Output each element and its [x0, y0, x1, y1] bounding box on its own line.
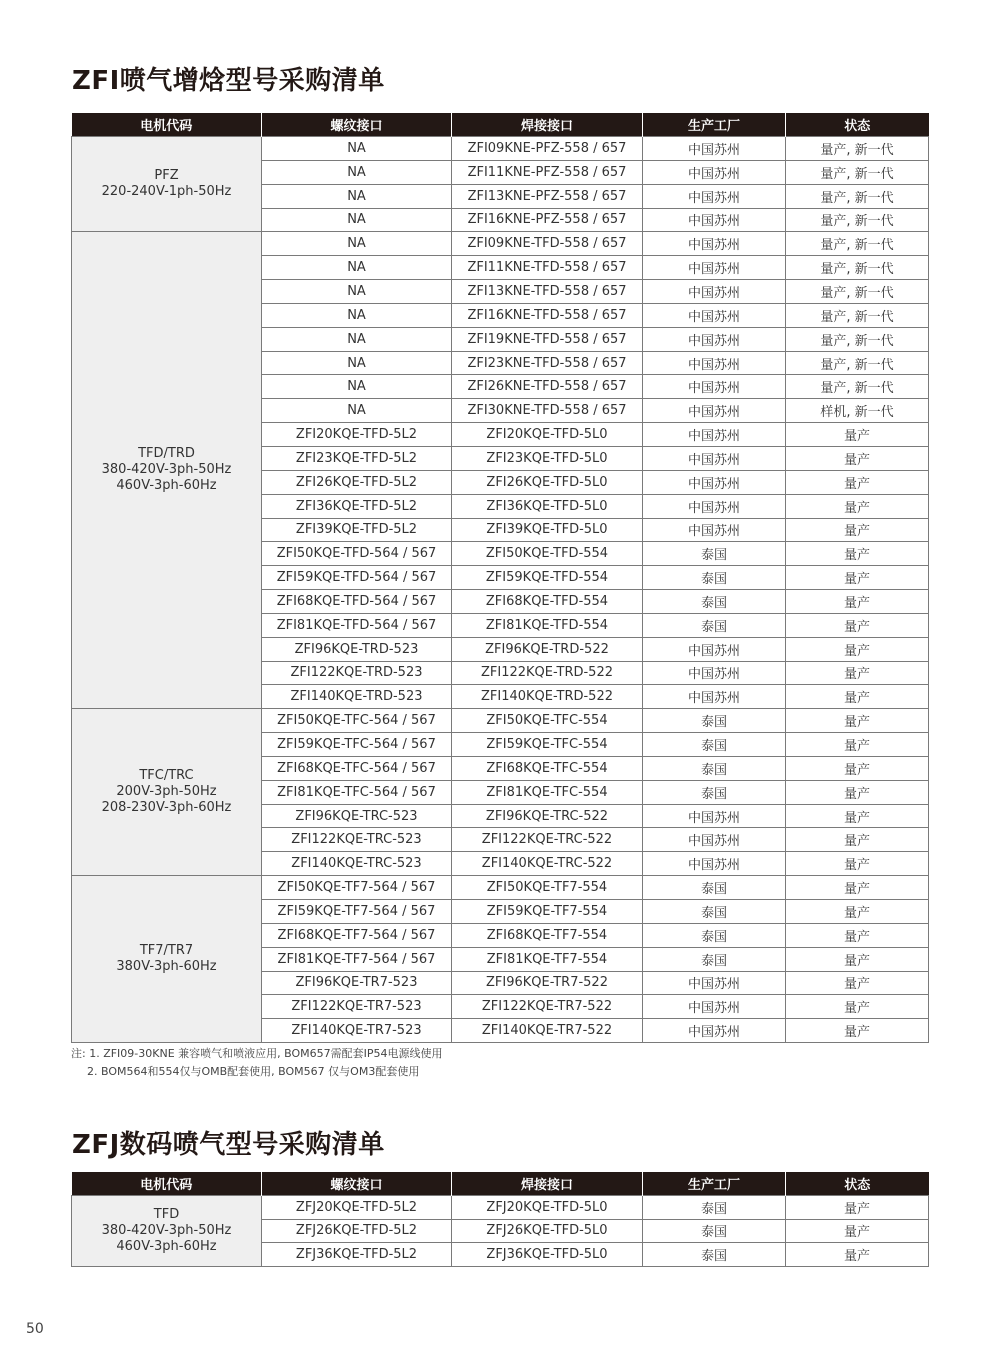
factory-cell: 泰国 — [643, 876, 786, 900]
factory-cell: 中国苏州 — [643, 423, 786, 447]
motor-code-cell — [72, 709, 262, 876]
column-header: 螺纹接口 — [262, 1172, 452, 1196]
factory-cell: 泰国 — [643, 590, 786, 614]
motor-code-line: 200V-3ph-50Hz — [116, 784, 217, 800]
table-row — [72, 709, 929, 733]
weld-connection-cell: ZFJ26KQE-TFD-5L0 — [452, 1219, 643, 1243]
weld-connection-cell: ZFI16KNE-PFZ-558 / 657 — [452, 208, 643, 232]
thread-connection-cell: ZFI26KQE-TFD-5L2 — [262, 470, 452, 494]
motor-code-line: TFD — [153, 1206, 180, 1222]
status-cell: 量产, 新一代 — [786, 208, 929, 232]
zfj-model-table — [71, 1172, 929, 1267]
table-row — [72, 1196, 929, 1220]
status-cell: 量产 — [786, 518, 929, 542]
motor-code-line: 460V-3ph-60Hz — [116, 1238, 217, 1254]
thread-connection-cell: NA — [262, 327, 452, 351]
factory-cell: 泰国 — [643, 900, 786, 924]
note-1: 注: 1. ZFI09-30KNE 兼容喷气和喷液应用, BOM657需配套IP54电源线使用 — [71, 1047, 443, 1060]
factory-cell: 中国苏州 — [643, 256, 786, 280]
factory-cell: 泰国 — [643, 756, 786, 780]
column-header: 生产工厂 — [643, 113, 786, 137]
factory-cell: 中国苏州 — [643, 446, 786, 470]
thread-connection-cell: ZFJ20KQE-TFD-5L2 — [262, 1196, 452, 1220]
column-header: 焊接接口 — [452, 1172, 643, 1196]
motor-code-line: 380-420V-3ph-50Hz — [101, 462, 232, 478]
factory-cell: 中国苏州 — [643, 303, 786, 327]
factory-cell: 中国苏州 — [643, 804, 786, 828]
weld-connection-cell: ZFI140KQE-TRD-522 — [452, 685, 643, 709]
motor-code-line: 220-240V-1ph-50Hz — [101, 184, 232, 200]
factory-cell: 中国苏州 — [643, 399, 786, 423]
factory-cell: 泰国 — [643, 1243, 786, 1267]
status-cell: 量产 — [786, 995, 929, 1019]
status-cell: 量产 — [786, 685, 929, 709]
weld-connection-cell: ZFI96KQE-TRC-522 — [452, 804, 643, 828]
weld-connection-cell: ZFI11KNE-PFZ-558 / 657 — [452, 160, 643, 184]
factory-cell: 泰国 — [643, 923, 786, 947]
thread-connection-cell: ZFI81KQE-TF7-564 / 567 — [262, 947, 452, 971]
thread-connection-cell: ZFI59KQE-TF7-564 / 567 — [262, 900, 452, 924]
status-cell: 量产 — [786, 876, 929, 900]
status-cell: 量产, 新一代 — [786, 184, 929, 208]
factory-cell: 中国苏州 — [643, 160, 786, 184]
thread-connection-cell: ZFI81KQE-TFC-564 / 567 — [262, 780, 452, 804]
status-cell: 量产, 新一代 — [786, 280, 929, 304]
header-row — [72, 113, 929, 137]
status-cell: 量产 — [786, 470, 929, 494]
factory-cell: 泰国 — [643, 1219, 786, 1243]
motor-code-line: 380V-3ph-60Hz — [116, 959, 217, 975]
thread-connection-cell: ZFI20KQE-TFD-5L2 — [262, 423, 452, 447]
table-row — [72, 137, 929, 161]
weld-connection-cell: ZFJ20KQE-TFD-5L0 — [452, 1196, 643, 1220]
column-header: 电机代码 — [72, 113, 262, 137]
thread-connection-cell: ZFI36KQE-TFD-5L2 — [262, 494, 452, 518]
weld-connection-cell: ZFI13KNE-TFD-558 / 657 — [452, 280, 643, 304]
thread-connection-cell: ZFJ36KQE-TFD-5L2 — [262, 1243, 452, 1267]
factory-cell: 泰国 — [643, 1196, 786, 1220]
status-cell: 量产, 新一代 — [786, 232, 929, 256]
status-cell: 量产 — [786, 542, 929, 566]
status-cell: 量产 — [786, 709, 929, 733]
table-row — [72, 232, 929, 256]
thread-connection-cell: NA — [262, 160, 452, 184]
thread-connection-cell: ZFI96KQE-TR7-523 — [262, 971, 452, 995]
motor-code-cell — [72, 232, 262, 709]
factory-cell: 中国苏州 — [643, 280, 786, 304]
thread-connection-cell: NA — [262, 280, 452, 304]
thread-connection-cell: NA — [262, 208, 452, 232]
weld-connection-cell: ZFI81KQE-TFD-554 — [452, 613, 643, 637]
table-notes — [71, 1045, 443, 1081]
factory-cell: 中国苏州 — [643, 351, 786, 375]
weld-connection-cell: ZFI23KNE-TFD-558 / 657 — [452, 351, 643, 375]
thread-connection-cell: ZFI23KQE-TFD-5L2 — [262, 446, 452, 470]
note-2: 2. BOM564和554仅与OMB配套使用, BOM567 仅与OM3配套使用 — [87, 1065, 420, 1078]
thread-connection-cell: NA — [262, 137, 452, 161]
status-cell: 量产 — [786, 733, 929, 757]
table-row — [72, 876, 929, 900]
status-cell: 量产 — [786, 852, 929, 876]
thread-connection-cell: ZFI140KQE-TRD-523 — [262, 685, 452, 709]
factory-cell: 泰国 — [643, 613, 786, 637]
weld-connection-cell: ZFI39KQE-TFD-5L0 — [452, 518, 643, 542]
motor-code-line: TFC/TRC — [139, 768, 194, 784]
status-cell: 量产 — [786, 756, 929, 780]
column-header: 螺纹接口 — [262, 113, 452, 137]
thread-connection-cell: ZFI50KQE-TF7-564 / 567 — [262, 876, 452, 900]
thread-connection-cell: ZFI59KQE-TFC-564 / 567 — [262, 733, 452, 757]
thread-connection-cell: NA — [262, 399, 452, 423]
weld-connection-cell: ZFI09KNE-TFD-558 / 657 — [452, 232, 643, 256]
thread-connection-cell: NA — [262, 184, 452, 208]
weld-connection-cell: ZFI16KNE-TFD-558 / 657 — [452, 303, 643, 327]
status-cell: 量产 — [786, 947, 929, 971]
status-cell: 量产 — [786, 590, 929, 614]
factory-cell: 中国苏州 — [643, 375, 786, 399]
thread-connection-cell: ZFI122KQE-TR7-523 — [262, 995, 452, 1019]
thread-connection-cell: ZFI50KQE-TFC-564 / 567 — [262, 709, 452, 733]
thread-connection-cell: ZFI96KQE-TRD-523 — [262, 637, 452, 661]
weld-connection-cell: ZFI09KNE-PFZ-558 / 657 — [452, 137, 643, 161]
weld-connection-cell: ZFI59KQE-TFD-554 — [452, 566, 643, 590]
weld-connection-cell: ZFI50KQE-TFD-554 — [452, 542, 643, 566]
weld-connection-cell: ZFI68KQE-TFC-554 — [452, 756, 643, 780]
thread-connection-cell: ZFI122KQE-TRD-523 — [262, 661, 452, 685]
thread-connection-cell: ZFI122KQE-TRC-523 — [262, 828, 452, 852]
weld-connection-cell: ZFI81KQE-TFC-554 — [452, 780, 643, 804]
motor-code-line: 208-230V-3ph-60Hz — [101, 800, 232, 816]
motor-code-cell — [72, 1196, 262, 1267]
motor-code-cell — [72, 876, 262, 1043]
header-row — [72, 1172, 929, 1196]
weld-connection-cell: ZFI50KQE-TFC-554 — [452, 709, 643, 733]
weld-connection-cell: ZFI81KQE-TF7-554 — [452, 947, 643, 971]
factory-cell: 泰国 — [643, 542, 786, 566]
weld-connection-cell: ZFI122KQE-TR7-522 — [452, 995, 643, 1019]
thread-connection-cell: NA — [262, 375, 452, 399]
status-cell: 量产 — [786, 1019, 929, 1043]
thread-connection-cell: ZFI59KQE-TFD-564 / 567 — [262, 566, 452, 590]
status-cell: 量产, 新一代 — [786, 327, 929, 351]
status-cell: 量产 — [786, 446, 929, 470]
status-cell: 量产, 新一代 — [786, 375, 929, 399]
weld-connection-cell: ZFJ36KQE-TFD-5L0 — [452, 1243, 643, 1267]
factory-cell: 泰国 — [643, 566, 786, 590]
factory-cell: 中国苏州 — [643, 995, 786, 1019]
thread-connection-cell: ZFI50KQE-TFD-564 / 567 — [262, 542, 452, 566]
motor-code-line: 380-420V-3ph-50Hz — [101, 1222, 232, 1238]
factory-cell: 中国苏州 — [643, 828, 786, 852]
factory-cell: 中国苏州 — [643, 637, 786, 661]
motor-code-line: TFD/TRD — [138, 446, 195, 462]
factory-cell: 中国苏州 — [643, 327, 786, 351]
status-cell: 量产 — [786, 971, 929, 995]
status-cell: 量产, 新一代 — [786, 256, 929, 280]
status-cell: 量产, 新一代 — [786, 303, 929, 327]
weld-connection-cell: ZFI122KQE-TRC-522 — [452, 828, 643, 852]
factory-cell: 中国苏州 — [643, 661, 786, 685]
weld-connection-cell: ZFI11KNE-TFD-558 / 657 — [452, 256, 643, 280]
factory-cell: 中国苏州 — [643, 852, 786, 876]
weld-connection-cell: ZFI30KNE-TFD-558 / 657 — [452, 399, 643, 423]
factory-cell: 泰国 — [643, 709, 786, 733]
status-cell: 量产, 新一代 — [786, 351, 929, 375]
column-header: 电机代码 — [72, 1172, 262, 1196]
weld-connection-cell: ZFI140KQE-TRC-522 — [452, 852, 643, 876]
weld-connection-cell: ZFI96KQE-TR7-522 — [452, 971, 643, 995]
thread-connection-cell: ZFI68KQE-TFD-564 / 567 — [262, 590, 452, 614]
motor-code-cell — [72, 137, 262, 232]
factory-cell: 中国苏州 — [643, 470, 786, 494]
status-cell: 量产 — [786, 828, 929, 852]
column-header: 焊接接口 — [452, 113, 643, 137]
column-header: 状态 — [786, 113, 929, 137]
motor-code-line: TF7/TR7 — [139, 943, 194, 959]
thread-connection-cell: NA — [262, 232, 452, 256]
weld-connection-cell: ZFI68KQE-TF7-554 — [452, 923, 643, 947]
motor-code-line: 460V-3ph-60Hz — [116, 478, 217, 494]
status-cell: 量产, 新一代 — [786, 160, 929, 184]
weld-connection-cell: ZFI122KQE-TRD-522 — [452, 661, 643, 685]
thread-connection-cell: NA — [262, 351, 452, 375]
factory-cell: 中国苏州 — [643, 1019, 786, 1043]
weld-connection-cell: ZFI140KQE-TR7-522 — [452, 1019, 643, 1043]
thread-connection-cell: ZFI140KQE-TRC-523 — [262, 852, 452, 876]
thread-connection-cell: ZFJ26KQE-TFD-5L2 — [262, 1219, 452, 1243]
page-number: 50 — [26, 1321, 44, 1337]
status-cell: 量产 — [786, 804, 929, 828]
factory-cell: 泰国 — [643, 947, 786, 971]
page-title-zfj: ZFJ数码喷气型号采购清单 — [72, 1130, 385, 1160]
column-header: 状态 — [786, 1172, 929, 1196]
status-cell: 量产 — [786, 1243, 929, 1267]
status-cell: 样机, 新一代 — [786, 399, 929, 423]
factory-cell: 中国苏州 — [643, 494, 786, 518]
factory-cell: 中国苏州 — [643, 971, 786, 995]
weld-connection-cell: ZFI59KQE-TF7-554 — [452, 900, 643, 924]
factory-cell: 中国苏州 — [643, 232, 786, 256]
column-header: 生产工厂 — [643, 1172, 786, 1196]
weld-connection-cell: ZFI26KQE-TFD-5L0 — [452, 470, 643, 494]
weld-connection-cell: ZFI36KQE-TFD-5L0 — [452, 494, 643, 518]
weld-connection-cell: ZFI68KQE-TFD-554 — [452, 590, 643, 614]
factory-cell: 中国苏州 — [643, 208, 786, 232]
weld-connection-cell: ZFI59KQE-TFC-554 — [452, 733, 643, 757]
weld-connection-cell: ZFI50KQE-TF7-554 — [452, 876, 643, 900]
weld-connection-cell: ZFI13KNE-PFZ-558 / 657 — [452, 184, 643, 208]
factory-cell: 泰国 — [643, 780, 786, 804]
status-cell: 量产 — [786, 494, 929, 518]
weld-connection-cell: ZFI23KQE-TFD-5L0 — [452, 446, 643, 470]
thread-connection-cell: ZFI96KQE-TRC-523 — [262, 804, 452, 828]
thread-connection-cell: NA — [262, 256, 452, 280]
status-cell: 量产 — [786, 900, 929, 924]
zfi-model-table — [71, 113, 929, 1043]
weld-connection-cell: ZFI20KQE-TFD-5L0 — [452, 423, 643, 447]
status-cell: 量产 — [786, 637, 929, 661]
thread-connection-cell: NA — [262, 303, 452, 327]
factory-cell: 中国苏州 — [643, 685, 786, 709]
factory-cell: 中国苏州 — [643, 137, 786, 161]
status-cell: 量产 — [786, 780, 929, 804]
motor-code-line: PFZ — [154, 168, 179, 184]
thread-connection-cell: ZFI68KQE-TF7-564 / 567 — [262, 923, 452, 947]
weld-connection-cell: ZFI96KQE-TRD-522 — [452, 637, 643, 661]
status-cell: 量产 — [786, 923, 929, 947]
thread-connection-cell: ZFI39KQE-TFD-5L2 — [262, 518, 452, 542]
status-cell: 量产 — [786, 1196, 929, 1220]
factory-cell: 中国苏州 — [643, 518, 786, 542]
page-title-zfi: ZFI喷气增焓型号采购清单 — [72, 66, 385, 96]
weld-connection-cell: ZFI26KNE-TFD-558 / 657 — [452, 375, 643, 399]
status-cell: 量产 — [786, 566, 929, 590]
thread-connection-cell: ZFI68KQE-TFC-564 / 567 — [262, 756, 452, 780]
status-cell: 量产 — [786, 661, 929, 685]
status-cell: 量产 — [786, 613, 929, 637]
thread-connection-cell: ZFI81KQE-TFD-564 / 567 — [262, 613, 452, 637]
status-cell: 量产 — [786, 1219, 929, 1243]
factory-cell: 中国苏州 — [643, 184, 786, 208]
weld-connection-cell: ZFI19KNE-TFD-558 / 657 — [452, 327, 643, 351]
status-cell: 量产, 新一代 — [786, 137, 929, 161]
factory-cell: 泰国 — [643, 733, 786, 757]
status-cell: 量产 — [786, 423, 929, 447]
thread-connection-cell: ZFI140KQE-TR7-523 — [262, 1019, 452, 1043]
